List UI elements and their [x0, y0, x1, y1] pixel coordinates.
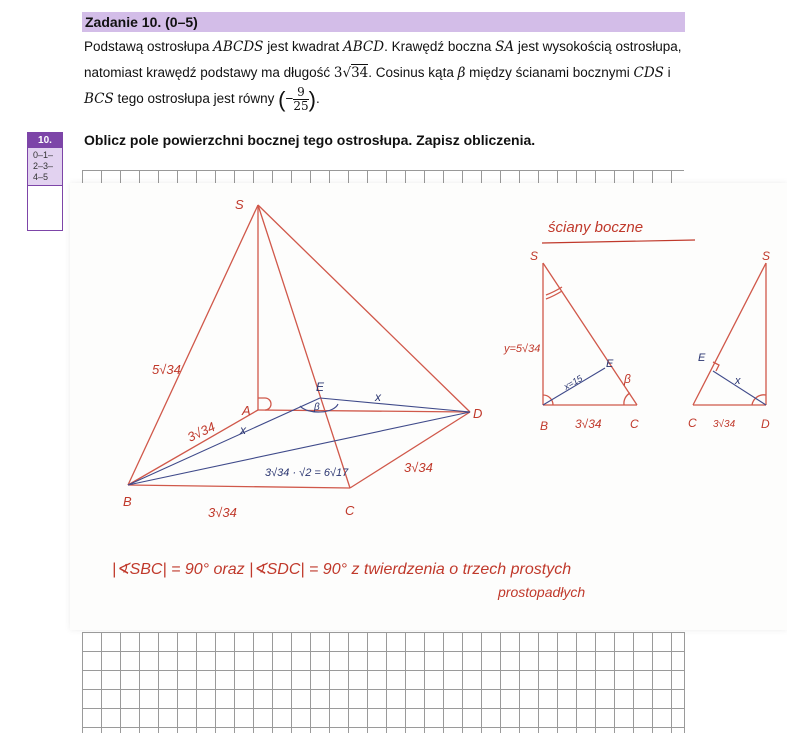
face1-label-E: E: [606, 358, 614, 370]
face1-label-SB: y=5√34: [504, 343, 541, 355]
face2-label-CD: 3√34: [713, 419, 736, 430]
label-SB: 5√34: [152, 362, 181, 377]
face2-label-D: D: [761, 417, 770, 431]
text: jest wysokością ostrosłupa, natomiast krawędź podstawy ma długość: [84, 39, 682, 80]
math: SA: [495, 39, 515, 55]
note-line-1: |∢SBC| = 90° oraz |∢SDC| = 90° z twierdzenia o trzech prostych: [112, 561, 572, 578]
pyramid-edges: [128, 205, 470, 488]
math: −: [285, 91, 294, 107]
face1-label-B: B: [540, 419, 549, 433]
text: . Krawędź boczna: [384, 39, 492, 54]
face1-edges: [543, 263, 637, 405]
math: ABCD: [342, 39, 385, 55]
task-title: Zadanie 10. (0–5): [85, 14, 198, 30]
task-description: Podstawą ostrosłupa ABCDS jest kwadrat ABCD. Krawędź boczna SA jest wysokością ostrosłupa, natomiast krawędź podstawy ma długość 3√34. Cosinus kąta β między ścianami bocznymi CDS i BCS tego ostrosłupa jest równy (− $\frac{9}{25}$).: [84, 39, 682, 113]
face1-label-BC: 3√34: [575, 417, 602, 431]
text: między ścianami bocznymi: [469, 65, 630, 80]
face2-label-E: E: [698, 352, 706, 364]
text: tego ostrosłupa jest równy: [117, 91, 275, 107]
text: jest kwadrat: [267, 39, 340, 54]
task-number: 10.: [28, 133, 62, 148]
label-C: C: [345, 503, 355, 518]
face1-label-S: S: [530, 249, 539, 263]
label-BC: 3√34: [208, 505, 237, 520]
face1-label-BE: x=15: [562, 373, 585, 392]
score-option: 0–1–: [33, 150, 54, 160]
math: ABCDS: [213, 39, 264, 55]
label-CD: 3√34: [404, 460, 433, 475]
text: Podstawą ostrosłupa: [84, 39, 210, 54]
label-A: A: [242, 403, 251, 418]
label-S: S: [235, 197, 244, 212]
label-beta: β: [314, 402, 320, 413]
note-line-2: prostopadłych: [498, 584, 586, 600]
fraction: $\frac{9}{25}$: [293, 85, 309, 113]
face2-edges: [693, 263, 766, 405]
math: 3: [333, 65, 343, 81]
label-AB: 3√34: [184, 418, 218, 445]
label-ED: x: [375, 390, 381, 404]
face1-label-beta: β: [624, 372, 631, 386]
math: BCS: [84, 91, 114, 108]
face1-label-C: C: [630, 417, 639, 431]
score-option: 4–5: [33, 172, 49, 182]
label-D: D: [473, 406, 483, 421]
text: i: [667, 65, 671, 80]
face2-label-S: S: [762, 249, 771, 263]
label-E: E: [316, 380, 325, 394]
math: 34: [351, 65, 369, 81]
label-BE: x: [240, 423, 246, 437]
score-option: 2–3–: [33, 161, 54, 171]
label-B: B: [123, 494, 132, 509]
face2-label-DE: x: [735, 375, 741, 387]
face2-label-C: C: [688, 416, 697, 430]
label-diagonal: 3√34 · √2 = 6√17: [265, 467, 349, 479]
question-text: Oblicz pole powierzchni bocznej tego ostrosłupa. Zapisz obliczenia.: [84, 132, 536, 148]
math: CDS: [633, 65, 664, 81]
text: . Cosinus kąta: [368, 65, 454, 80]
math: β: [457, 65, 466, 81]
faces-heading: ściany boczne: [548, 219, 644, 236]
